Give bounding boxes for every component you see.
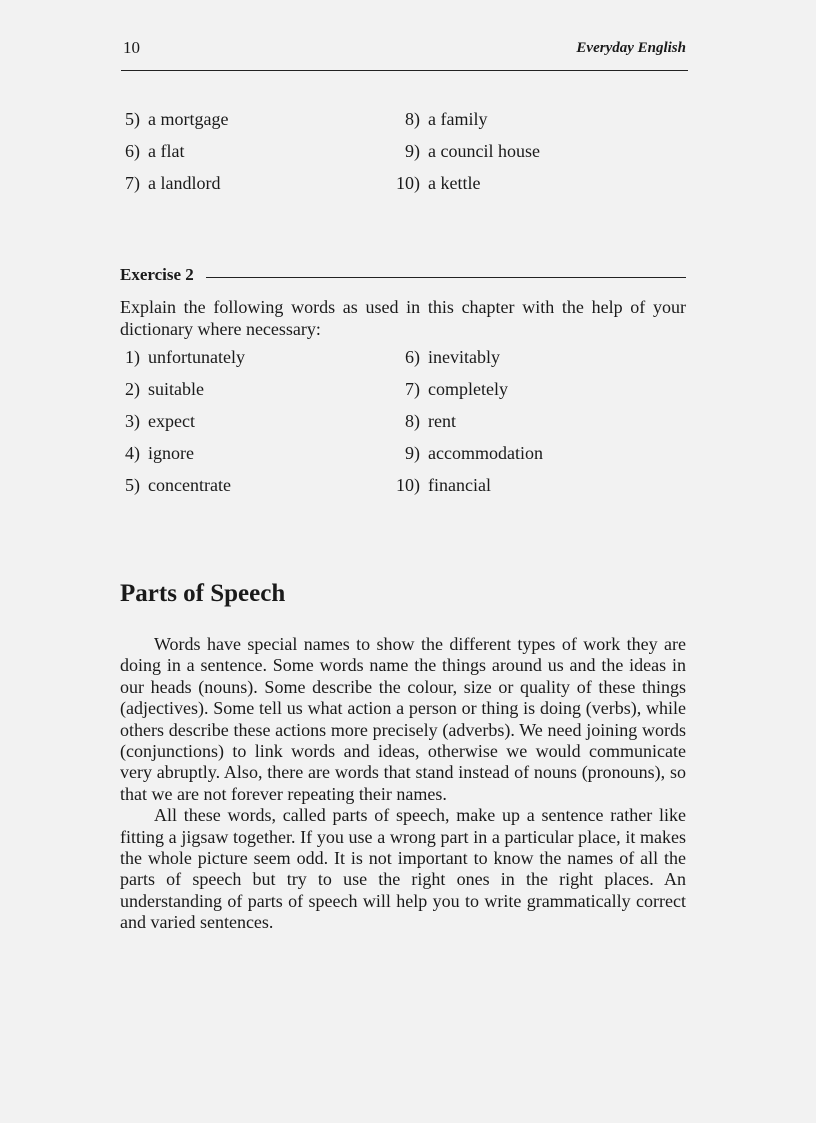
list-row <box>120 141 590 173</box>
list-item: 8) a family <box>405 109 488 129</box>
list-row <box>120 379 590 411</box>
list-item: 3) expect <box>125 411 195 431</box>
list-item: 10) financial <box>396 475 491 495</box>
list-item: 2) suitable <box>125 379 204 399</box>
heading-rule <box>206 277 686 278</box>
list-row <box>120 347 590 379</box>
running-title: Everyday English <box>576 40 686 56</box>
page-header <box>121 36 688 71</box>
list-row <box>120 109 590 141</box>
exercise-title: Exercise 2 <box>120 265 194 284</box>
list-row <box>120 443 590 475</box>
paragraph: Words have special names to show the different types of work they are doing in a sentence. Some words name the things around us and the ideas in our heads (nouns). Some describe the colour, size or quality of these things (adjectives). Some tell us what action a person or thing is doing (verbs), while others describe these actions more precisely (adverbs). We need joining words (conjunctions) to link words and ideas, otherwise we would communicate very abruptly. Also, there are words that stand instead of nouns (pronouns), so that we are not forever repeating their names. <box>120 634 686 804</box>
section-body <box>120 634 686 934</box>
list-item: 5) concentrate <box>125 475 231 495</box>
list-item: 10) a kettle <box>396 173 481 193</box>
paragraph: All these words, called parts of speech, make up a sentence rather like fitting a jigsaw together. If you use a wrong part in a particular place, it makes the whole picture seem odd. It is not important to know the names of all the parts of speech but try to use the right ones in the right places. An understanding of parts of speech will help you to write grammatically correct and varied sentences. <box>120 805 686 933</box>
exercise2-word-list <box>120 347 590 507</box>
list-item: 6) inevitably <box>405 347 500 367</box>
section-heading: Parts of Speech <box>120 580 286 607</box>
list-item: 4) ignore <box>125 443 194 463</box>
exercise-instructions: Explain the following words as used in this chapter with the help of your dictionary where necessary: <box>120 297 686 339</box>
list-item: 7) completely <box>405 379 508 399</box>
list-item: 9) a council house <box>405 141 540 161</box>
list-item: 9) accommodation <box>405 443 543 463</box>
list-item: 8) rent <box>405 411 456 431</box>
list-row <box>120 173 590 205</box>
list-item: 7) a landlord <box>125 173 221 193</box>
page-number: 10 <box>123 38 140 57</box>
list-row <box>120 475 590 507</box>
exercise1-word-list <box>120 109 590 205</box>
list-item: 6) a flat <box>125 141 185 161</box>
list-item: 1) unfortunately <box>125 347 245 367</box>
list-item: 5) a mortgage <box>125 109 229 129</box>
exercise-heading <box>120 265 686 285</box>
list-row <box>120 411 590 443</box>
